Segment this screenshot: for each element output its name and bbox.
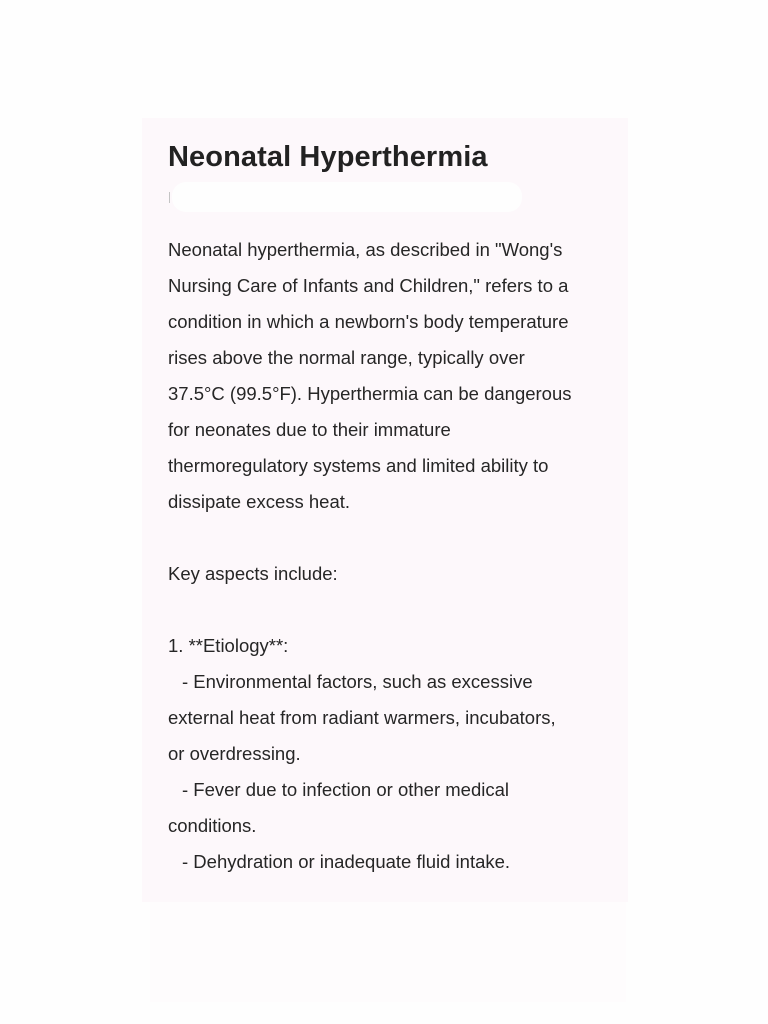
document-body bbox=[168, 232, 618, 880]
bullet-dehydration: - Dehydration or inadequate fluid intake. bbox=[182, 851, 511, 872]
document-sheet-footer bbox=[150, 902, 626, 1002]
bullet-fever: - Fever due to infection or other medical bbox=[182, 779, 509, 800]
bullet-fever-cont: conditions. bbox=[168, 815, 257, 836]
text-cursor bbox=[169, 192, 170, 203]
redacted-byline bbox=[172, 182, 522, 212]
intro-line: condition in which a newborn's body temperature bbox=[168, 311, 569, 332]
section-heading-etiology: 1. **Etiology**: bbox=[168, 635, 289, 656]
document-title: Neonatal Hyperthermia bbox=[168, 141, 488, 173]
paragraph-gap bbox=[168, 592, 618, 628]
intro-line: 37.5°C (99.5°F). Hyperthermia can be dangerous bbox=[168, 383, 572, 404]
bullet-environmental-cont: or overdressing. bbox=[168, 743, 301, 764]
paragraph-gap bbox=[168, 520, 618, 556]
intro-line: Neonatal hyperthermia, as described in "Wong's bbox=[168, 239, 563, 260]
key-aspects-heading: Key aspects include: bbox=[168, 563, 338, 584]
intro-line: dissipate excess heat. bbox=[168, 491, 351, 512]
bullet-environmental: - Environmental factors, such as excessive bbox=[182, 671, 533, 692]
intro-line: for neonates due to their immature bbox=[168, 419, 451, 440]
intro-line: Nursing Care of Infants and Children," refers to a bbox=[168, 275, 569, 296]
bullet-environmental-cont: external heat from radiant warmers, incubators, bbox=[168, 707, 556, 728]
intro-line: thermoregulatory systems and limited ability to bbox=[168, 455, 549, 476]
intro-line: rises above the normal range, typically over bbox=[168, 347, 525, 368]
